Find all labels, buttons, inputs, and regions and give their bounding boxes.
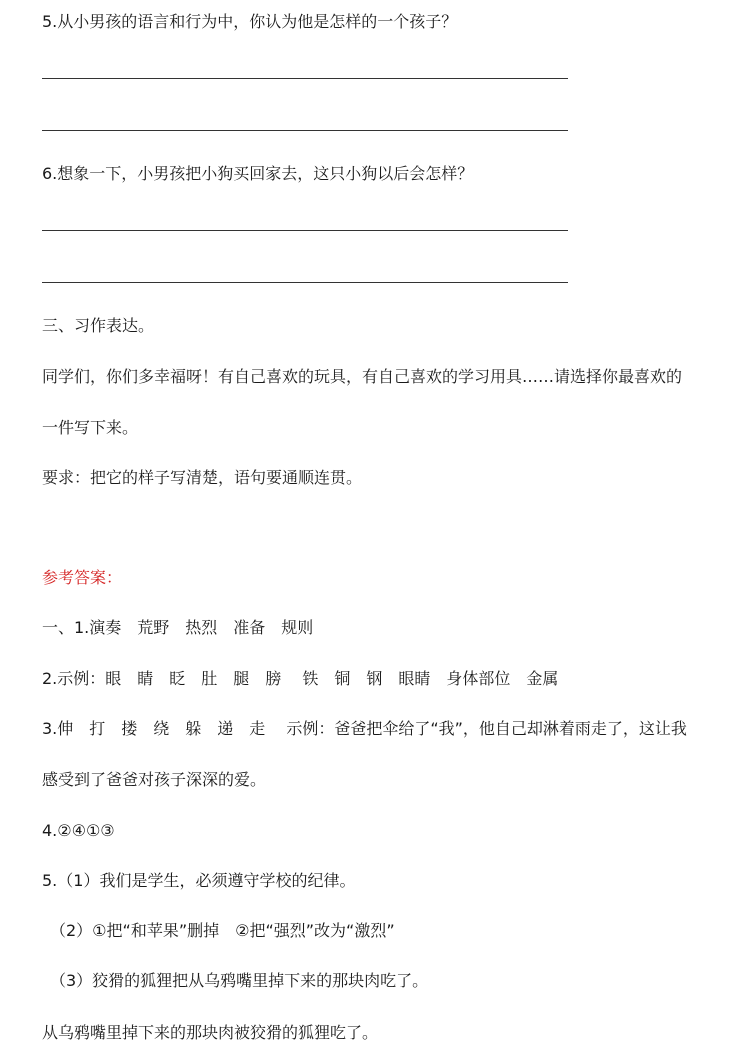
question-6: 6.想象一下，小男孩把小狗买回家去，这只小狗以后会怎样？ [42,164,474,183]
answer-blank-line [42,78,568,79]
answer-5-2: （2）①把“和苹果”删掉 ②把“强烈”改为“激烈” [50,921,395,940]
section-3-requirement: 要求：把它的样子写清楚，语句要通顺连贯。 [42,468,363,487]
section-3-heading: 三、习作表达。 [42,316,155,335]
answer-3-line-2: 感受到了爸爸对孩子深深的爱。 [42,770,267,789]
answer-1: 一、1.演奏 荒野 热烈 准备 规则 [42,618,314,637]
answer-4: 4.②④①③ [42,821,115,840]
answer-3-line-1: 3.伸 打 搂 绕 躲 递 走 示例：爸爸把伞给了“我”，他自己却淋着雨走了，这让我 [42,719,687,738]
answer-5-1: 5.（1）我们是学生，必须遵守学校的纪律。 [42,871,356,890]
answer-key-heading: 参考答案： [42,568,123,587]
answer-2: 2.示例：眼 睛 眨 肚 腿 膀 铁 铜 钢 眼睛 身体部位 金属 [42,669,559,688]
answer-5-3: （3）狡猾的狐狸把从乌鸦嘴里掉下来的那块肉吃了。 [50,971,429,990]
section-3-prompt-line-1: 同学们，你们多幸福呀！有自己喜欢的玩具，有自己喜欢的学习用具……请选择你最喜欢的 [42,367,683,386]
answer-blank-line [42,230,568,231]
answer-5-4: 从乌鸦嘴里掉下来的那块肉被狡猾的狐狸吃了。 [42,1023,379,1042]
question-5: 5.从小男孩的语言和行为中，你认为他是怎样的一个孩子？ [42,12,458,31]
section-3-prompt-line-2: 一件写下来。 [42,418,139,437]
answer-blank-line [42,130,568,131]
answer-blank-line [42,282,568,283]
